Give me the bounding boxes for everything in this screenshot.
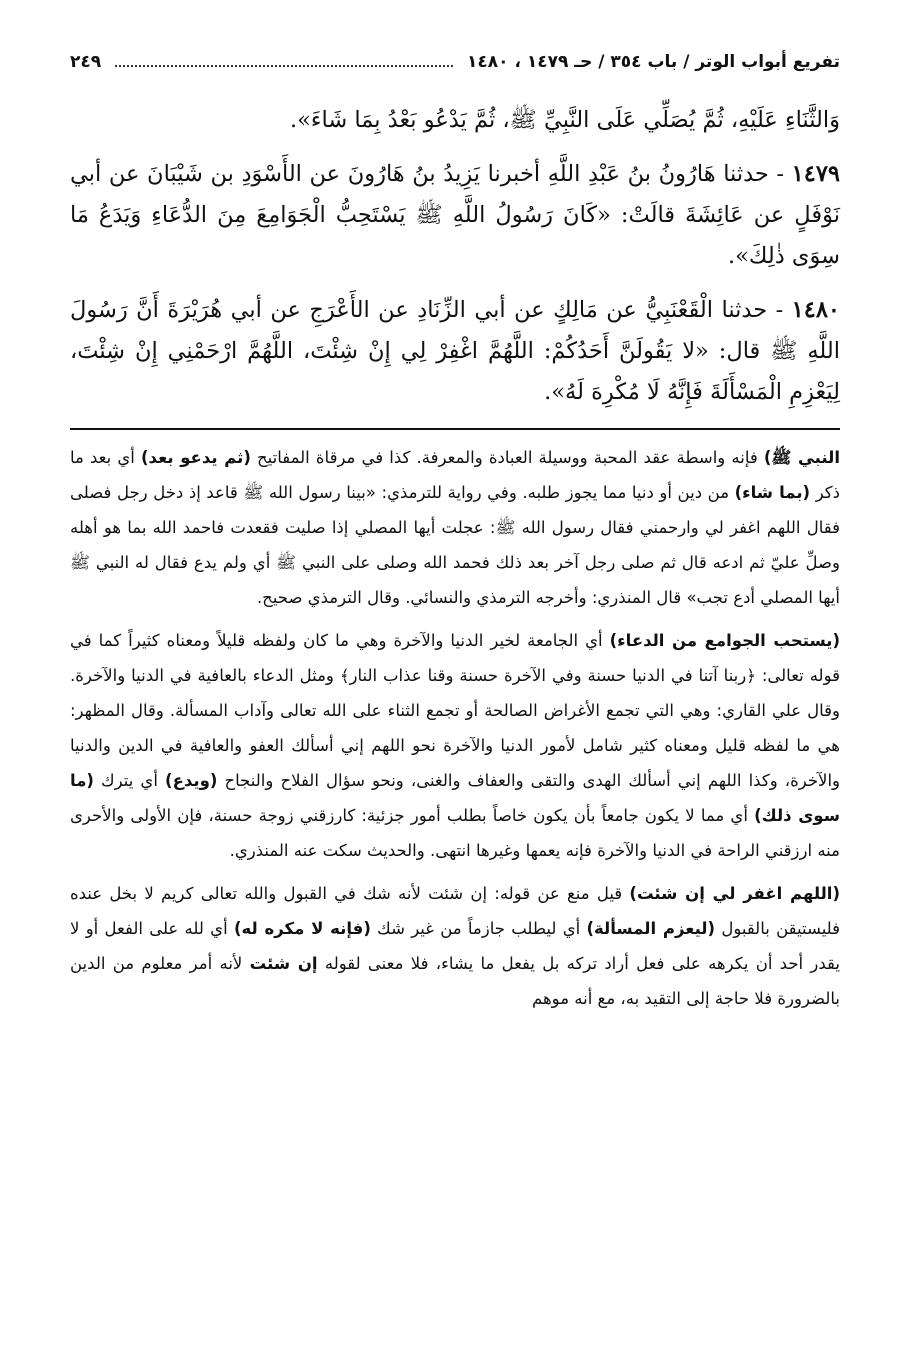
- commentary-text: قيل منع عن قوله: إن شئت لأنه شك في القبول والله تعالى كريم لا بخل عنده فليستيقن بالقبول: [70, 884, 841, 938]
- commentary-text: من دين أو دنيا مما يجوز طلبه. وفي رواية للترمذي: «بينا رسول الله ﷺ قاعد إذ دخل رجل فصلى فقال اللهم اغفر لي وارحمني فقال رسول الله ﷺ: عجلت أيها المصلي إذا صليت فقعدت فاحمد الله بما هو أهله وصلِّ عليّ ثم ادعه قال ثم صلى رجل آخر بعد ذلك فحمد الله وصلى على النبي ﷺ أي ولم يدع فقال له النبي ﷺ أيها المصلي أدع تجب» قال المنذري: وأخرجه الترمذي والنسائي. وقال الترمذي صحيح.: [70, 483, 840, 607]
- commentary-text: أي ليطلب جازماً من غير شك: [370, 919, 587, 938]
- commentary-keyword: (بما شاء): [734, 483, 811, 502]
- commentary-keyword: (ويدع): [165, 771, 218, 790]
- running-header: [70, 52, 840, 80]
- page-number: ٢٤٩: [70, 52, 102, 72]
- commentary-paragraph: [70, 623, 840, 868]
- hadith-number: ١٤٧٩: [791, 161, 840, 187]
- commentary-text: أي يترك: [93, 771, 166, 790]
- commentary-keyword: (يستحب الجوامع من الدعاء): [609, 631, 840, 650]
- commentary-keyword: (اللهم اغفر لي إن شئت): [629, 884, 840, 903]
- hadith-text-block: [70, 100, 840, 413]
- hadith-number: ١٤٨٠: [791, 297, 841, 323]
- commentary-text: فإنه واسطة عقد المحبة ووسيلة العبادة والمعرفة. كذا في مرقاة المفاتيح: [250, 448, 764, 467]
- commentary-keyword: (ما سوى ذلك): [70, 771, 840, 825]
- commentary-keyword: (ليعزم المسألة): [586, 919, 716, 938]
- hadith-text: وَالثَّنَاءِ عَلَيْهِ، ثُمَّ يُصَلِّي عَلَى النَّبِيِّ ﷺ، ثُمَّ يَدْعُو بَعْدُ بِمَا شَاءَ».: [290, 107, 840, 133]
- hadith-continuation: [70, 100, 840, 141]
- commentary-block: [70, 440, 840, 1016]
- hadith-text: - حدثنا الْقَعْنَبِيُّ عن مَالِكٍ عن أبي الزِّنَادِ عن الأَعْرَجِ عن أبي هُرَيْرَةَ أَنَّ رَسُولَ اللَّهِ ﷺ قال: «لا يَقُولَنَّ أَحَدُكُمْ: اللَّهُمَّ اغْفِرْ لِي إِنْ شِئْتَ، اللَّهُمَّ ارْحَمْنِي إِنْ شِئْتَ، لِيَعْزِمِ الْمَسْأَلَةَ فَإِنَّهُ لَا مُكْرِهَ لَهُ».: [70, 297, 840, 405]
- hadith-text: - حدثنا هَارُونُ بنُ عَبْدِ اللَّهِ أخبرنا يَزِيدُ بنُ هَارُونَ عن الأَسْوَدِ بن شَيْبَانَ عن أبي نَوْفَلٍ عن عَائِشَةَ قالَتْ: «كَانَ رَسُولُ اللَّهِ ﷺ يَسْتَحِبُّ الْجَوَامِعَ مِنَ الدُّعَاءِ وَيَدَعُ مَا سِوَى ذٰلِكَ».: [70, 161, 840, 269]
- commentary-keyword: (ثم يدعو بعد): [141, 448, 251, 467]
- footnote-separator: [70, 428, 840, 430]
- chapter-title: تفريع أبواب الوتر / باب ٣٥٤ / حـ ١٤٧٩ ، ١٤٨٠: [467, 52, 840, 72]
- hadith-1480: [70, 290, 840, 413]
- commentary-text: أي الجامعة لخير الدنيا والآخرة وهي ما كان ولفظه قليلاً ومعناه كثيراً كما في قوله تعالى: ﴿ربنا آتنا في الدنيا حسنة وفي الآخرة حسنة وقنا عذاب النار﴾ ومثل الدعاء بالعافية في الدنيا والآخرة. وقال علي القاري: وهي التي تجمع الأغراض الصالحة أو تجمع الثناء على الله تعالى وآداب المسألة. وقال المظهر: هي ما لفظه قليل ومعناه كثير شامل لأمور الدنيا والآخرة نحو اللهم إني أسألك العفو والعافية في الدين والدنيا والآخرة، وكذا اللهم إني أسألك الهدى والتقى والعفاف والغنى، ونحو سؤال الفلاح والنجاح: [70, 631, 840, 790]
- commentary-text: أي لله على الفعل أو لا يقدر أحد أن يكرهه على فعل أراد تركه بل يفعل ما يشاء، فلا معنى لقوله: [70, 919, 840, 973]
- commentary-keyword: النبي ﷺ): [763, 448, 840, 467]
- hadith-1479: [70, 154, 840, 277]
- book-page: [70, 52, 840, 1332]
- commentary-text: لأنه أمر معلوم من الدين بالضرورة فلا حاجة إلى التقيد به، مع أنه موهم: [70, 954, 840, 1008]
- commentary-keyword: إن شئت: [249, 954, 318, 973]
- commentary-text: أي بعد ما ذكر: [70, 448, 840, 502]
- commentary-paragraph: [70, 440, 840, 615]
- commentary-keyword: (فإنه لا مكره له): [233, 919, 371, 938]
- commentary-text: أي مما لا يكون جامعاً بأن يكون خاصاً بطلب أمور جزئية: كارزقني زوجة حسنة، فإن الأولى والأحرى منه ارزقني الراحة في الدنيا والآخرة فإنه يعمها وغيرها انتهى. والحديث سكت عنه المنذري.: [70, 806, 840, 860]
- commentary-paragraph: [70, 876, 840, 1016]
- leader-dots: [115, 53, 453, 67]
